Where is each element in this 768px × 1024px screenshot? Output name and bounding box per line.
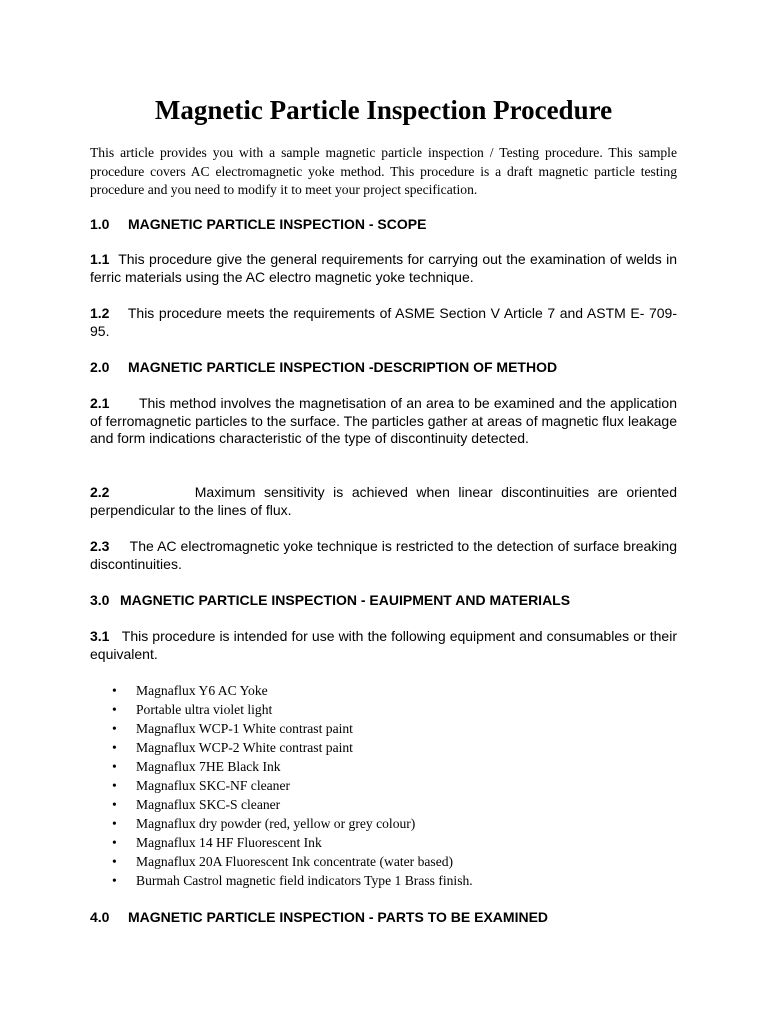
bullet-icon: • bbox=[112, 740, 117, 755]
list-item: • Magnaflux SKC-NF cleaner bbox=[112, 778, 291, 793]
section-title: MAGNETIC PARTICLE INSPECTION - PARTS TO BE EXAMINED bbox=[128, 909, 549, 925]
paragraph-number: 1.1 bbox=[90, 251, 110, 267]
section-title: MAGNETIC PARTICLE INSPECTION - SCOPE bbox=[128, 216, 427, 232]
paragraph-number: 3.1 bbox=[90, 628, 110, 644]
intro-paragraph: This article provides you with a sample magnetic particle inspection / Testing procedure. This sample procedure covers AC electromagnetic yoke method. This procedure is a draft magnetic particle testing procedure and you need to modify it to meet your project specification. bbox=[90, 145, 677, 197]
list-item: • Magnaflux 14 HF Fluorescent Ink bbox=[112, 835, 322, 850]
bullet-icon: • bbox=[112, 797, 117, 812]
section-heading-parts bbox=[90, 908, 677, 926]
paragraph-text: This method involves the magnetisation of an area to be examined and the application of ferromagnetic particles to the surface. The particles gather at areas of magnetic flux leakage and form indications characteristic of the type of discontinuity detected. bbox=[90, 395, 677, 446]
paragraph-2-2 bbox=[90, 484, 677, 519]
paragraph-text: This procedure give the general requirements for carrying out the examination of welds in ferric materials using the AC electro magnetic yoke technique. bbox=[90, 251, 678, 285]
section-heading-description bbox=[90, 358, 677, 376]
paragraph-number: 2.1 bbox=[90, 395, 110, 411]
section-number: 3.0 bbox=[90, 592, 110, 608]
list-item: • Burmah Castrol magnetic field indicators Type 1 Brass finish. bbox=[112, 873, 473, 888]
bullet-icon: • bbox=[112, 721, 117, 736]
paragraph-3-1 bbox=[90, 628, 677, 663]
paragraph-text: This procedure meets the requirements of ASME Section V Article 7 and ASTM E- 709-95. bbox=[90, 305, 677, 339]
document-title: Magnetic Particle Inspection Procedure bbox=[154, 95, 613, 125]
paragraph-2-3 bbox=[90, 538, 677, 573]
list-item: • Magnaflux dry powder (red, yellow or grey colour) bbox=[112, 816, 416, 831]
list-item: • Magnaflux Y6 AC Yoke bbox=[112, 683, 268, 698]
paragraph-text: This procedure is intended for use with the following equipment and consumables or their equivalent. bbox=[90, 628, 677, 662]
bullet-icon: • bbox=[112, 816, 117, 831]
section-number: 1.0 bbox=[90, 216, 110, 232]
section-number: 4.0 bbox=[90, 909, 110, 925]
paragraph-text: The AC electromagnetic yoke technique is restricted to the detection of surface breaking discontinuities. bbox=[90, 538, 677, 572]
paragraph-number: 2.2 bbox=[90, 484, 110, 500]
bullet-icon: • bbox=[112, 683, 117, 698]
bullet-icon: • bbox=[112, 702, 117, 717]
section-title: MAGNETIC PARTICLE INSPECTION -DESCRIPTION OF METHOD bbox=[128, 359, 558, 375]
list-item: • Magnaflux WCP-1 White contrast paint bbox=[112, 721, 353, 736]
bullet-icon: • bbox=[112, 759, 117, 774]
bullet-icon: • bbox=[112, 854, 117, 869]
bullet-icon: • bbox=[112, 873, 117, 888]
list-item: • Portable ultra violet light bbox=[112, 702, 273, 717]
list-item: • Magnaflux 20A Fluorescent Ink concentrate (water based) bbox=[112, 854, 454, 869]
section-number: 2.0 bbox=[90, 359, 110, 375]
paragraph-text: Maximum sensitivity is achieved when linear discontinuities are oriented perpendicular to the lines of flux. bbox=[90, 484, 677, 518]
paragraph-2-1 bbox=[90, 395, 677, 448]
equipment-list bbox=[112, 681, 473, 890]
paragraph-number: 1.2 bbox=[90, 305, 110, 321]
paragraph-1-1 bbox=[90, 251, 677, 286]
section-heading-scope bbox=[90, 215, 677, 233]
bullet-icon: • bbox=[112, 778, 117, 793]
section-heading-equipment bbox=[90, 591, 677, 609]
bullet-icon: • bbox=[112, 835, 117, 850]
list-item: • Magnaflux 7HE Black Ink bbox=[112, 759, 281, 774]
paragraph-1-2 bbox=[90, 305, 677, 340]
list-item: • Magnaflux WCP-2 White contrast paint bbox=[112, 740, 353, 755]
section-title: MAGNETIC PARTICLE INSPECTION - EAUIPMENT AND MATERIALS bbox=[120, 592, 571, 608]
paragraph-number: 2.3 bbox=[90, 538, 110, 554]
list-item: • Magnaflux SKC-S cleaner bbox=[112, 797, 281, 812]
